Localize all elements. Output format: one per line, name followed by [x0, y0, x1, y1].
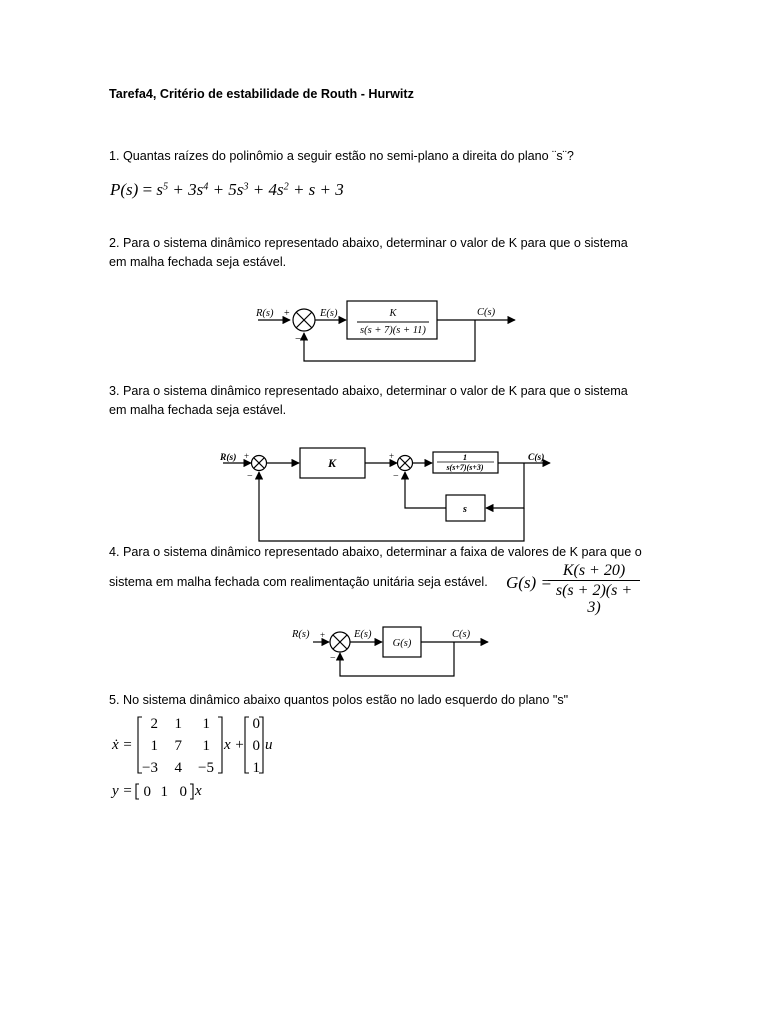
a-cell: −5	[198, 760, 214, 776]
q5-x-plus: x +	[224, 737, 245, 753]
q2-input-label: R(s)	[256, 308, 274, 319]
q4-gs-fraction	[548, 562, 640, 617]
poly-rhs: $s^5 + 3s^4 + 5s^3 + 4s^2 + s + 3$	[156, 180, 344, 199]
q3-input-label: R(s)	[220, 453, 237, 463]
c-cell: 1	[160, 784, 168, 800]
a-cell: 1	[202, 738, 210, 754]
q4-minus-sign: −	[330, 653, 336, 664]
q3-minus-sign-1: −	[247, 471, 253, 482]
b-cell: 0	[252, 738, 260, 754]
q2-plus-sign: +	[284, 308, 290, 319]
question-2-line-2: em malha fechada seja estável.	[109, 255, 287, 269]
q4-output-label: C(s)	[452, 629, 471, 640]
q4-gs-numerator: K(s + 20)	[562, 562, 626, 579]
q3-output-label: C(s)	[528, 453, 545, 463]
question-4-line-2: sistema em malha fechada com realimentação unitária seja estável.	[109, 575, 488, 589]
q4-error-label: E(s)	[354, 629, 372, 640]
a-cell: 2	[150, 716, 158, 732]
a-cell: −3	[142, 760, 158, 776]
b-cell: 0	[252, 716, 260, 732]
q4-input-label: R(s)	[292, 629, 310, 640]
question-5-text: 5. No sistema dinâmico abaixo quantos polos estão no lado esquerdo do plano "s"	[109, 693, 569, 707]
q5-y-equals: y =	[112, 783, 133, 799]
c-cell: 0	[179, 784, 187, 800]
q5-x-end: x	[195, 783, 202, 799]
a-cell: 7	[174, 738, 182, 754]
b-cell: 1	[252, 760, 260, 776]
question-4-line-1: 4. Para o sistema dinâmico representado abaixo, determinar a faixa de valores de K para que o	[109, 545, 642, 559]
q3-minus-sign-2: −	[393, 471, 399, 482]
question-1-text: 1. Quantas raízes do polinômio a seguir estão no semi-plano a direita do plano ¨s¨?	[109, 149, 574, 163]
q3-tf-denominator: s(s+7)(s+3)	[446, 463, 484, 472]
q2-tf-numerator: K	[389, 308, 397, 319]
c-cell: 0	[143, 784, 151, 800]
q2-error-label: E(s)	[320, 308, 338, 319]
q1-polynomial: $P(s) = s^5 + 3s^4 + 5s^3 + 4s^2 + s + 3$	[110, 180, 344, 199]
poly-lhs: P(s)	[110, 180, 139, 199]
q3-feedback-label: s	[463, 504, 467, 515]
q5-u: u	[265, 737, 273, 753]
a-cell: 1	[202, 716, 210, 732]
question-3-line-2: em malha fechada seja estável.	[109, 403, 287, 417]
q4-gs-denominator: s(s + 2)(s + 3)	[548, 580, 640, 617]
page-title: Tarefa4, Critério de estabilidade de Routh - Hurwitz	[109, 87, 414, 101]
a-cell: 1	[174, 716, 182, 732]
q4-block-label: G(s)	[392, 638, 412, 649]
q3-tf-numerator: 1	[462, 452, 468, 462]
q4-gs-lhs: G(s) =	[506, 573, 552, 592]
q3-gain-label: K	[327, 456, 337, 470]
a-cell: 4	[174, 760, 182, 776]
question-2-line-1: 2. Para o sistema dinâmico representado abaixo, determinar o valor de K para que o sistema	[109, 236, 628, 250]
question-3-line-1: 3. Para o sistema dinâmico representado abaixo, determinar o valor de K para que o sistema	[109, 384, 628, 398]
a-cell: 1	[150, 738, 158, 754]
q5-xdot: ẋ =	[112, 737, 133, 753]
q2-output-label: C(s)	[477, 307, 496, 318]
q2-tf-denominator: s(s + 7)(s + 11)	[360, 325, 426, 336]
q3-plus-sign-2: +	[389, 451, 395, 461]
q4-plus-sign: +	[320, 630, 326, 640]
q2-minus-sign: −	[295, 333, 302, 345]
q3-plus-sign-1: +	[244, 451, 250, 461]
